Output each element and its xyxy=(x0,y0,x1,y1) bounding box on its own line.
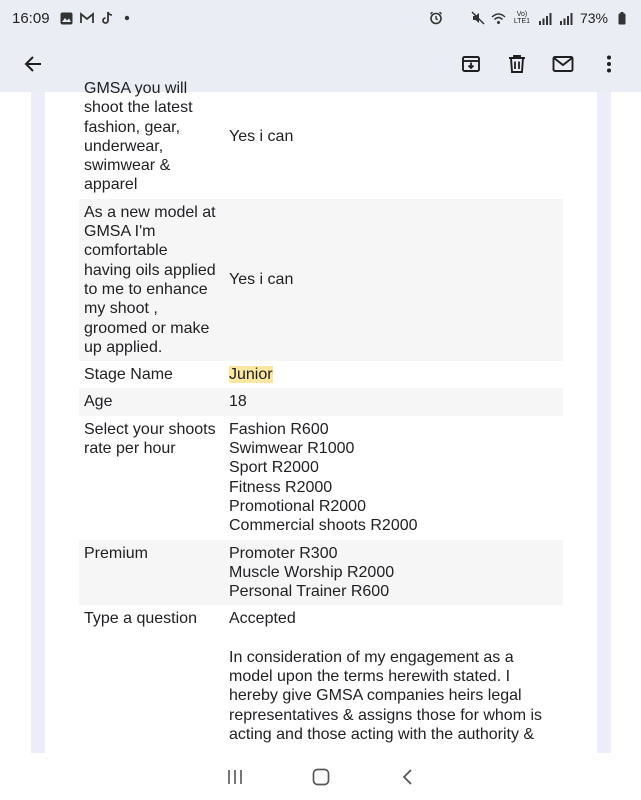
notification-dot-icon xyxy=(120,11,134,25)
recents-icon[interactable] xyxy=(223,765,247,789)
tiktok-icon xyxy=(100,11,114,25)
answer-line: Fashion R600 xyxy=(229,420,329,438)
question-line: Age xyxy=(84,393,113,411)
answer-text: Accepted xyxy=(229,610,296,628)
question-cell xyxy=(79,540,224,606)
question-cell xyxy=(79,416,224,540)
gmail-icon xyxy=(80,11,94,25)
question-line: shoot the latest xyxy=(84,99,193,117)
right-margin-panel xyxy=(597,92,611,753)
question-line: Type a question xyxy=(84,610,197,628)
answer-cell xyxy=(224,361,563,388)
table-row xyxy=(79,75,563,199)
home-icon[interactable] xyxy=(309,765,333,789)
question-line: having oils applied xyxy=(84,261,216,279)
answer-text: Yes i can xyxy=(229,271,294,289)
more-vert-icon[interactable] xyxy=(589,44,629,84)
question-line: groomed or make xyxy=(84,319,210,337)
battery-icon xyxy=(615,11,629,25)
consent-paragraph xyxy=(229,648,558,744)
status-bar xyxy=(0,0,641,36)
gallery-icon xyxy=(60,11,74,25)
table-row xyxy=(79,388,563,415)
question-line: apparel xyxy=(84,176,138,194)
answer-line: Sport R2000 xyxy=(229,459,319,477)
answer-line: Promotional R2000 xyxy=(229,497,366,515)
answer-line: Swimwear R1000 xyxy=(229,440,355,458)
network-type-label: Vo) LTE1 xyxy=(513,11,531,25)
back-arrow-icon[interactable] xyxy=(13,44,53,84)
question-line: As a new model at xyxy=(84,203,216,221)
form-response-table xyxy=(79,75,563,748)
answer-line: Personal Trainer R600 xyxy=(229,583,390,601)
question-line: Stage Name xyxy=(84,366,173,384)
table-row xyxy=(79,361,563,388)
signal-icon-2 xyxy=(559,11,573,25)
paragraph-line: hereby give GMSA companies heirs legal xyxy=(229,687,522,705)
answer-line: Muscle Worship R2000 xyxy=(229,563,395,581)
system-nav-bar xyxy=(0,753,641,800)
wifi-icon xyxy=(492,11,506,25)
question-line: GMSA I'm xyxy=(84,223,156,241)
question-cell xyxy=(79,361,224,388)
question-cell xyxy=(79,605,224,748)
table-row xyxy=(79,540,563,606)
paragraph-line: In consideration of my engagement as a xyxy=(229,648,514,666)
paragraph-line: model upon the terms herewith stated. I xyxy=(229,668,511,686)
answer-text: Yes i can xyxy=(229,128,294,146)
answer-line: Fitness R2000 xyxy=(229,478,333,496)
status-left xyxy=(12,10,134,27)
question-line: comfortable xyxy=(84,242,168,260)
question-line: up applied. xyxy=(84,338,163,356)
email-body[interactable] xyxy=(45,80,597,753)
table-row xyxy=(79,605,563,748)
answer-line: Promoter R300 xyxy=(229,544,338,562)
question-line: fashion, gear, xyxy=(84,118,181,136)
question-line: GMSA you will xyxy=(84,80,188,97)
question-line: Premium xyxy=(84,544,149,562)
paragraph-line: representatives & assigns those for whom is xyxy=(229,706,543,724)
answer-cell xyxy=(224,605,563,748)
mute-icon xyxy=(471,11,485,25)
question-cell xyxy=(79,75,224,199)
question-line: swimwear & xyxy=(84,157,171,175)
alarm-icon xyxy=(429,11,443,25)
highlighted-answer[interactable]: Junior xyxy=(229,366,273,384)
answer-cell xyxy=(224,75,563,199)
status-time: 16:09 xyxy=(12,9,50,27)
question-line: Select your shoots xyxy=(84,420,216,438)
battery-percent: 73% xyxy=(579,10,608,26)
back-nav-icon[interactable] xyxy=(395,765,419,789)
paragraph-line: acting and those acting with the authority & xyxy=(229,725,535,743)
signal-icon-1 xyxy=(538,11,552,25)
answer-cell xyxy=(224,540,563,606)
answer-cell xyxy=(224,416,563,540)
table-row xyxy=(79,416,563,540)
question-cell xyxy=(79,199,224,361)
question-line: to me to enhance xyxy=(84,280,208,298)
answer-text: 18 xyxy=(229,393,247,411)
table-row xyxy=(79,199,563,361)
answer-line: Commercial shoots R2000 xyxy=(229,517,418,535)
question-cell xyxy=(79,388,224,415)
status-right xyxy=(429,10,629,26)
question-line: underwear, xyxy=(84,137,164,155)
left-margin-panel xyxy=(31,92,45,753)
answer-cell xyxy=(224,199,563,361)
question-line: rate per hour xyxy=(84,440,176,458)
answer-cell xyxy=(224,388,563,415)
question-line: my shoot , xyxy=(84,300,158,318)
